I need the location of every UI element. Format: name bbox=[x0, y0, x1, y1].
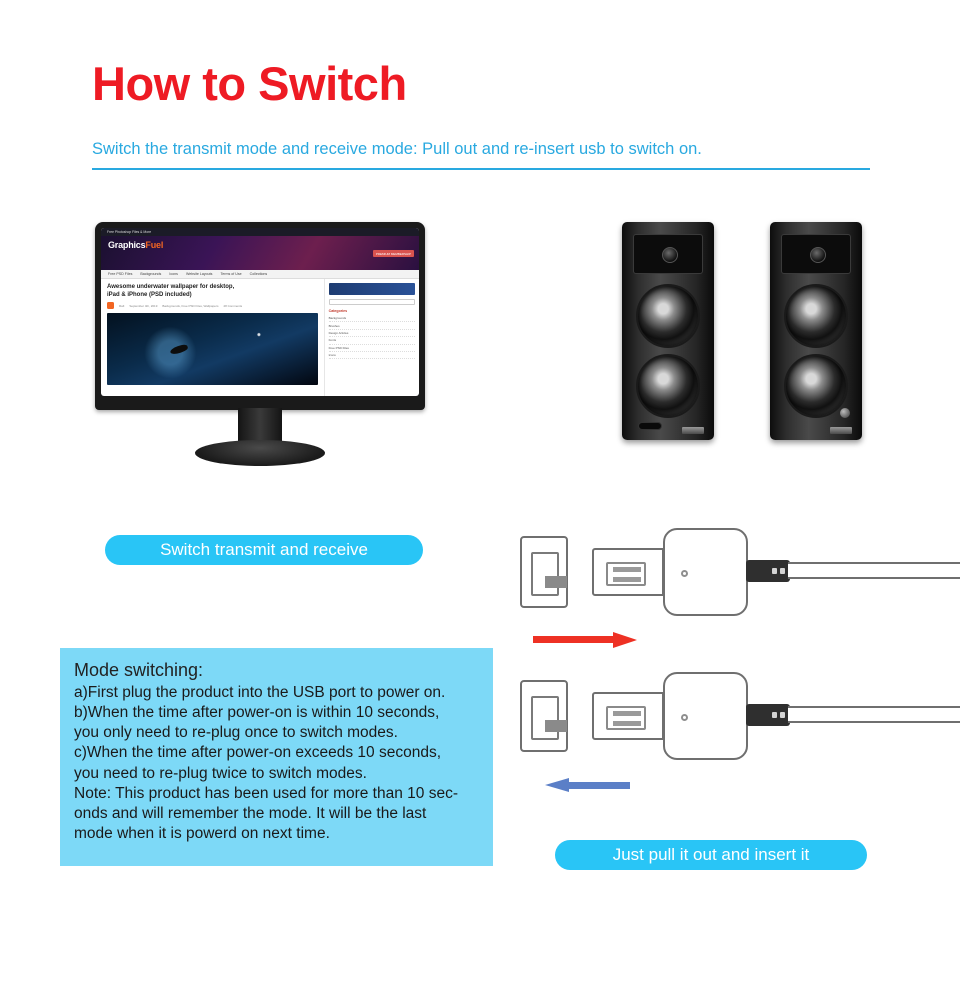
mode-switching-title: Mode switching: bbox=[74, 660, 204, 680]
speaker-right bbox=[770, 222, 862, 440]
speaker-logo bbox=[830, 427, 852, 434]
usb-port-bar bbox=[545, 720, 567, 732]
speaker-tweeter bbox=[810, 247, 826, 263]
mode-switching-line: b)When the time after power-on is within 10 seconds, bbox=[74, 704, 440, 722]
speaker-tweeter-box bbox=[781, 234, 851, 274]
site-main-column bbox=[101, 279, 324, 396]
sidebar-list-item: Free PSD Files bbox=[329, 345, 415, 352]
site-logo-text: Graphics bbox=[108, 240, 146, 250]
site-logo bbox=[108, 240, 419, 250]
audio-jack-icon bbox=[746, 560, 790, 582]
speaker-tweeter bbox=[662, 247, 678, 263]
arrow-forward-icon bbox=[533, 632, 637, 646]
speaker-driver-upper bbox=[636, 284, 700, 348]
subtitle-container bbox=[92, 140, 870, 170]
audio-cable bbox=[788, 706, 960, 723]
sidebar-list-item: Icons bbox=[329, 352, 415, 359]
site-nav-item: Website Layouts bbox=[185, 272, 213, 276]
mode-switching-line: you need to re-plug twice to switch modes. bbox=[74, 764, 367, 782]
site-nav-item: Icons bbox=[169, 272, 178, 276]
site-nav-item: Free PSD Files bbox=[108, 272, 133, 276]
sidebar-ad bbox=[329, 283, 415, 295]
usb-port-bar bbox=[545, 576, 567, 588]
page-subtitle: Switch the transmit mode and receive mode: Pull out and re-insert usb to switch on. bbox=[92, 140, 702, 158]
audio-jack-ring bbox=[780, 568, 785, 574]
arrow-backward-icon bbox=[545, 778, 630, 792]
usb-adapter-body bbox=[663, 528, 748, 616]
speaker-driver-lower bbox=[784, 354, 848, 418]
usb-plug-icon bbox=[592, 548, 664, 596]
led-indicator-icon bbox=[681, 714, 688, 721]
site-topbar: Free Photoshop Files & More bbox=[101, 228, 419, 236]
sidebar-list-item: Design Articles bbox=[329, 330, 415, 337]
sidebar-list-item: Brushes bbox=[329, 322, 415, 329]
site-hero bbox=[101, 236, 419, 270]
audio-jack-icon bbox=[746, 704, 790, 726]
usb-plug-tab bbox=[606, 562, 646, 586]
site-meta-comments: 28 Comments bbox=[223, 303, 243, 308]
site-headline-line1: Awesome underwater wallpaper for desktop, bbox=[107, 284, 235, 290]
site-meta-author: Rafi bbox=[119, 303, 125, 308]
site-meta-date: September 4th, 2019 bbox=[129, 303, 158, 308]
speaker-tweeter-box bbox=[633, 234, 703, 274]
site-body bbox=[101, 279, 419, 396]
audio-jack-ring bbox=[780, 712, 785, 718]
pull-out-insert-pill: Just pull it out and insert it bbox=[555, 840, 867, 870]
site-nav-item: Backgrounds bbox=[140, 272, 162, 276]
speaker-bass-port bbox=[638, 422, 662, 430]
site-logo-accent: Fuel bbox=[145, 240, 164, 250]
arrow-head bbox=[613, 632, 637, 648]
speakers-illustration bbox=[618, 222, 868, 447]
arrow-shaft bbox=[533, 636, 613, 643]
usb-port-icon bbox=[520, 680, 568, 752]
page-title: How to Switch bbox=[92, 57, 407, 110]
rss-icon bbox=[107, 302, 114, 309]
usb-port-inner bbox=[531, 552, 559, 596]
site-article-image bbox=[107, 313, 318, 385]
arrow-head bbox=[545, 778, 569, 792]
usb-adapter-body bbox=[663, 672, 748, 760]
led-indicator-icon bbox=[681, 570, 688, 577]
sidebar-list-item: Backgrounds bbox=[329, 315, 415, 322]
site-sidebar bbox=[324, 279, 419, 396]
mode-switching-line: mode when it is powerd on next time. bbox=[74, 824, 330, 842]
website-mockup bbox=[101, 228, 419, 396]
site-meta-cats: Backgrounds, Free PSD Files, Wallpapers bbox=[162, 303, 219, 308]
mode-switching-line: a)First plug the product into the USB port to power on. bbox=[74, 684, 446, 701]
speaker-driver-lower bbox=[636, 354, 700, 418]
mode-switching-line: c)When the time after power-on exceeds 10 seconds, bbox=[74, 744, 442, 762]
speaker-volume-knob bbox=[840, 408, 850, 418]
audio-jack-ring bbox=[772, 568, 777, 574]
arrow-shaft bbox=[568, 782, 630, 789]
mode-switching-line: Note: This product has been used for more than 10 sec- bbox=[74, 784, 458, 802]
usb-plug-icon bbox=[592, 692, 664, 740]
monitor-stand-base bbox=[195, 440, 325, 466]
monitor-screen bbox=[101, 228, 419, 396]
site-nav bbox=[101, 270, 419, 279]
switch-transmit-receive-pill: Switch transmit and receive bbox=[105, 535, 423, 565]
mode-switching-box bbox=[60, 648, 493, 866]
sidebar-list-item: Fonts bbox=[329, 337, 415, 344]
site-search-input bbox=[329, 299, 415, 305]
site-headline-line2: iPad & iPhone (PSD included) bbox=[107, 291, 192, 298]
mode-switching-line: you only need to re-plug once to switch modes. bbox=[74, 724, 398, 742]
speaker-driver-upper bbox=[784, 284, 848, 348]
site-nav-item: Terms of Use bbox=[220, 272, 242, 276]
usb-port-icon bbox=[520, 536, 568, 608]
monitor-bezel bbox=[95, 222, 425, 410]
monitor-illustration bbox=[95, 222, 425, 472]
audio-cable bbox=[788, 562, 960, 579]
site-meta bbox=[107, 302, 318, 309]
speaker-logo bbox=[682, 427, 704, 434]
site-nav-item: Collections bbox=[249, 272, 268, 276]
speaker-left bbox=[622, 222, 714, 440]
usb-port-inner bbox=[531, 696, 559, 740]
mode-switching-line: onds and will remember the mode. It will be the last bbox=[74, 804, 427, 822]
audio-jack-ring bbox=[772, 712, 777, 718]
site-hero-button: PREMIUM MEMBERSHIP bbox=[373, 250, 414, 257]
usb-plug-tab bbox=[606, 706, 646, 730]
sidebar-title: Categories bbox=[328, 309, 348, 313]
